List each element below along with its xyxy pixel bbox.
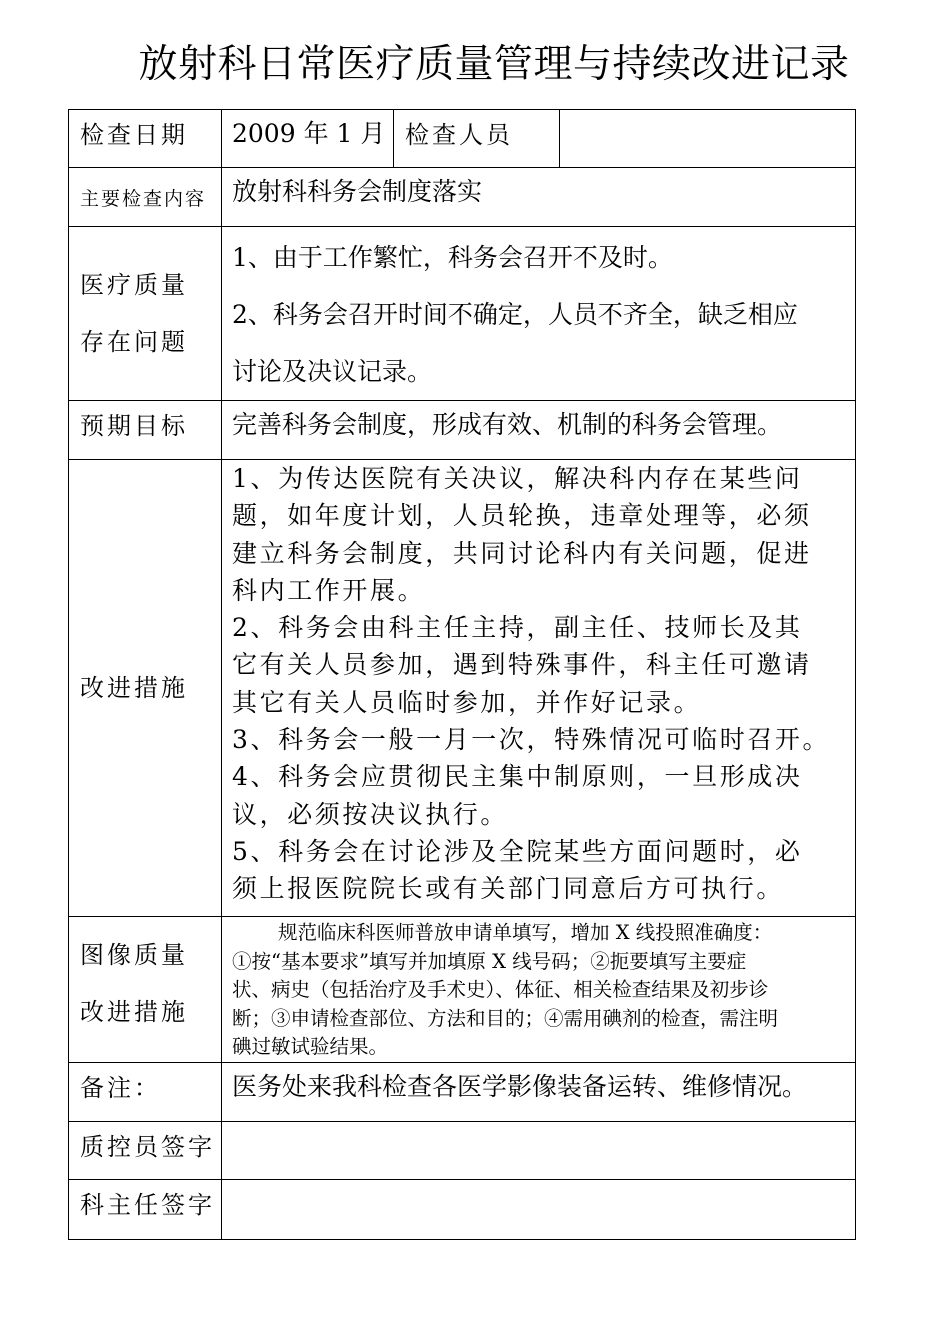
goal-value[interactable]: 完善科务会制度，形成有效、机制的科务会管理。: [222, 401, 856, 460]
content-value[interactable]: 放射科科务会制度落实: [222, 168, 856, 227]
image-label-line-2: 改进措施: [80, 998, 188, 1026]
record-form: [68, 109, 856, 1240]
measure-line: 议，必须按决议执行。: [232, 799, 509, 829]
problem-label: [69, 227, 222, 401]
measure-line: 3、科务会一般一月一次，特殊情况可临时召开。: [232, 725, 831, 755]
image-quality-value[interactable]: [222, 917, 856, 1063]
row-goal: [69, 401, 856, 460]
inspector-label: 检查人员: [394, 110, 560, 168]
image-line: 状、病史（包括治疗及手术史）、体征、相关检查结果及初步诊: [232, 978, 769, 1001]
row-remark: [69, 1063, 856, 1122]
problem-label-line-1: 医疗质量: [80, 270, 188, 299]
measure-line: 建立科务会制度，共同讨论科内有关问题，促进: [232, 538, 812, 568]
inspector-value[interactable]: [560, 110, 856, 168]
problem-line: 讨论及决议记录。: [232, 357, 433, 386]
measure-line: 题，如年度计划，人员轮换，违章处理等，必须: [232, 501, 812, 531]
qc-sign-field[interactable]: [222, 1122, 856, 1180]
problem-line: 2、科务会召开时间不确定，人员不齐全，缺乏相应: [232, 300, 798, 329]
measure-line: 2、科务会由科主任主持，副主任、技师长及其: [232, 613, 803, 643]
row-problems: [69, 227, 856, 401]
remark-value[interactable]: 医务处来我科检查各医学影像装备运转、维修情况。: [222, 1063, 856, 1122]
image-label-line-1: 图像质量: [80, 941, 188, 969]
measure-line: 5、科务会在讨论涉及全院某些方面问题时，必: [232, 836, 803, 866]
row-date: [69, 110, 856, 168]
problem-line: 1、由于工作繁忙，科务会召开不及时。: [232, 243, 673, 272]
document-title: 放射科日常医疗质量管理与持续改进记录: [138, 42, 850, 87]
director-sign-field[interactable]: [222, 1180, 856, 1240]
measures-value[interactable]: [222, 460, 856, 917]
content-label: 主要检查内容: [69, 168, 222, 227]
image-line: 断；③申请检查部位、方法和目的；④需用碘剂的检查，需注明: [232, 1006, 779, 1030]
measure-line: 它有关人员参加，遇到特殊事件，科主任可邀请: [232, 650, 812, 680]
image-quality-label: [69, 917, 222, 1063]
measure-line: 须上报医院院长或有关部门同意后方可执行。: [232, 874, 785, 904]
image-line: 规范临床科医师普放申请单填写，增加 X 线投照准确度：: [278, 921, 773, 944]
measure-line: 4、科务会应贯彻民主集中制原则，一旦形成决: [232, 762, 803, 792]
measure-line: 其它有关人员临时参加，并作好记录。: [232, 687, 702, 717]
remark-label: 备注：: [69, 1063, 222, 1122]
measure-line: 1、为传达医院有关决议，解决科内存在某些问: [232, 464, 803, 493]
problem-label-line-2: 存在问题: [80, 327, 188, 356]
row-image-quality: [69, 917, 856, 1063]
director-sign-label: 科主任签字: [69, 1180, 222, 1240]
image-line: ①按“基本要求”填写并加填原 X 线号码；②扼要填写主要症: [232, 949, 747, 973]
row-qc-sign: [69, 1122, 856, 1180]
date-label: 检查日期: [69, 110, 222, 168]
row-content: [69, 168, 856, 227]
measure-line: 科内工作开展。: [232, 575, 426, 605]
goal-label: 预期目标: [69, 401, 222, 460]
date-value[interactable]: 2009 年 1 月: [222, 110, 394, 168]
image-line: 碘过敏试验结果。: [232, 1035, 389, 1058]
row-director-sign: [69, 1180, 856, 1240]
qc-sign-label: 质控员签字: [69, 1122, 222, 1180]
measures-label: 改进措施: [69, 460, 222, 917]
row-measures: [69, 460, 856, 917]
problems-value[interactable]: [222, 227, 856, 401]
